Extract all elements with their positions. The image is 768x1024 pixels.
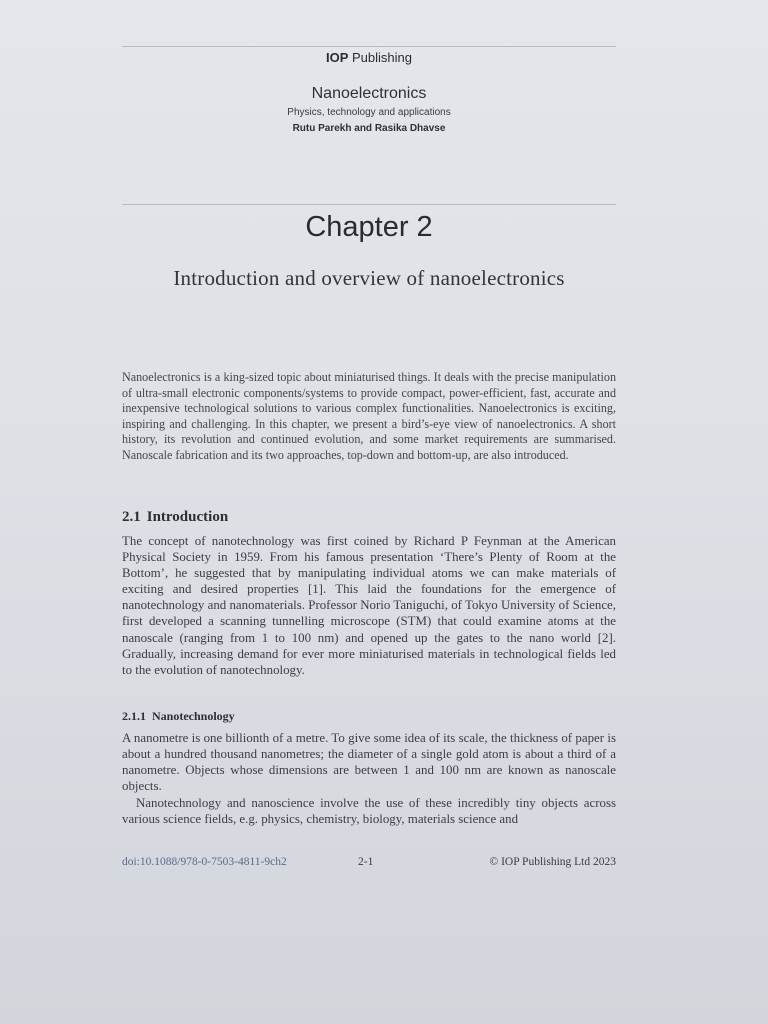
section-number: 2.1 [122, 509, 141, 525]
book-title: Nanoelectronics [311, 85, 427, 102]
section-paragraph: The concept of nanotechnology was first coined by Richard P Feynman at the American Physical Society in 1959. From his famous presentation ‘There’s Plenty of Room at the Bottom’, he suggested that by manipulating individual atoms we can make materials of exciting and desired properties [1]. This laid the foundations for the emergence of nanotechnology and nanomaterials. Professor Norio Taniguchi, of Tokyo University of Science, first developed a scanning tunnelling microscope (STM) that could examine atoms at the nanoscale (ranging from 1 to 100 nm) and opened up the gates to the nano world [2]. Gradually, increasing demand for ever more miniaturised materials in technological fields led to the evolution of nanotechnology. [122, 534, 616, 677]
book-subtitle: Physics, technology and applications [287, 107, 451, 118]
subsection-heading [122, 709, 616, 724]
publisher-brand: IOP [325, 50, 349, 65]
header-top-rule [122, 46, 616, 47]
subsection-paragraph-2: Nanotechnology and nanoscience involve the use of these incredibly tiny objects across various science fields, e.g. physics, chemistry, biology, materials science and [122, 796, 616, 827]
book-authors: Rutu Parekh and Rasika Dhavse [292, 123, 446, 134]
page-number: 2-1 [358, 856, 374, 868]
header-bottom-rule [122, 204, 616, 205]
chapter-label: Chapter 2 [305, 211, 433, 243]
section-title: Introduction [146, 509, 229, 525]
copyright-notice: © IOP Publishing Ltd 2023 [489, 856, 616, 868]
publisher-line [122, 50, 616, 65]
chapter-title: Introduction and overview of nanoelectronics [173, 266, 565, 290]
section-heading [122, 509, 616, 526]
publisher-word: Publishing [352, 50, 413, 65]
chapter-abstract: Nanoelectronics is a king-sized topic about miniaturised things. It deals with the precise manipulation of ultra-small electronic components/systems to provide compact, power-efficient, fast, accurate and inexpensive technological solutions to various complex functionalities. Nanoelectronics is exciting, inspiring and challenging. In this chapter, we present a bird’s-eye view of nanoelectronics. A short history, its revolution and continued evolution, and some market requirements are summarised. Nanoscale fabrication and its two approaches, top-down and bottom-up, are also introduced. [122, 370, 616, 462]
doi-link[interactable]: doi:10.1088/978-0-7503-4811-9ch2 [122, 856, 287, 868]
subsection-title: Nanotechnology [152, 709, 235, 723]
subsection-number: 2.1.1 [122, 709, 146, 723]
subsection-paragraph-1: A nanometre is one billionth of a metre. To give some idea of its scale, the thickness of paper is about a hundred thousand nanometres; the diameter of a single gold atom is about a third of a nanometre. Objects whose dimensions are between 1 and 100 nm are known as nanoscale objects. [122, 731, 616, 794]
page-footer [122, 856, 616, 872]
